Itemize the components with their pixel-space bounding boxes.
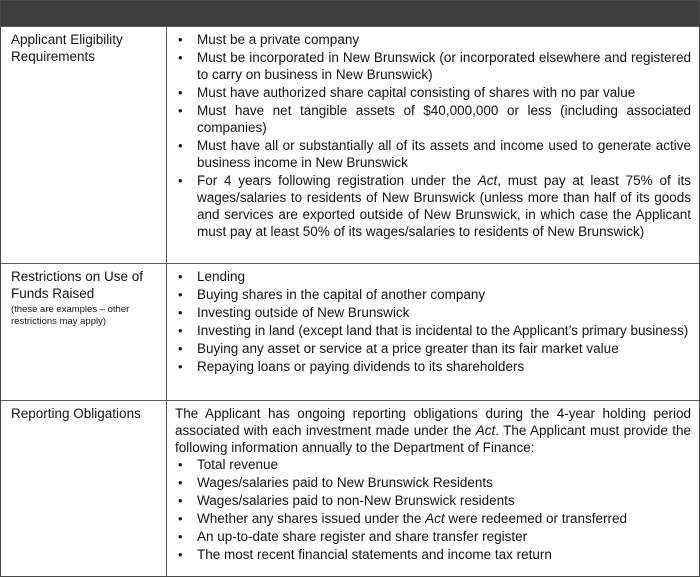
list-item: • Must be a private company [175,31,691,48]
list-item: • Whether any shares issued under the Act were redeemed or transferred [175,510,691,527]
eligibility-list [175,31,691,240]
row-label-note: (these are examples – other restrictions may apply) [11,304,130,327]
list-item: • The most recent financial statements and income tax return [175,546,691,563]
row-label: Reporting Obligations [11,406,141,421]
row-label-text: Restrictions on Use of Funds Raised [11,269,144,301]
list-item: • Investing in land (except land that is incidental to the Applicant’s primary business) [175,322,691,339]
list-item: • Lending [175,268,691,285]
list-item: • Wages/salaries paid to non-New Brunswick residents [175,492,691,509]
restrictions-list [175,268,691,375]
reporting-intro: The Applicant has ongoing reporting obligations during the 4-year holding period associated with each investment made under the Act. The Applicant must provide the following information annually to the Department of Finance: [175,406,691,455]
row-eligibility [1,26,699,264]
list-item: • Wages/salaries paid to New Brunswick Residents [175,474,691,491]
row-restrictions [1,263,699,401]
row-reporting [1,400,699,577]
row-label [11,268,161,328]
reporting-list [175,456,691,563]
list-item: • Must be incorporated in New Brunswick (or incorporated elsewhere and registered to carry on business in New Brunswick) [175,49,691,83]
list-item: • Total revenue [175,456,691,473]
list-item: • Buying any asset or service at a price greater than its fair market value [175,340,691,357]
list-item: • Must have all or substantially all of its assets and income used to generate active business income in New Brunswick [175,137,691,171]
list-item: • Buying shares in the capital of another company [175,286,691,303]
row-content [175,31,691,241]
list-item: • For 4 years following registration under the Act, must pay at least 75% of its wages/salaries to residents of New Brunswick (unless more than half of its goods and services are exported outside of New Brunswick, in which case the Applicant must pay at least 50% of its wages/salaries to residents of New Brunswick) [175,172,691,240]
list-item: • Must have authorized share capital consisting of shares with no par value [175,84,691,101]
list-item: • Must have net tangible assets of $40,000,000 or less (including associated companies) [175,102,691,136]
row-content [175,268,691,376]
table-header-bar [1,1,699,26]
row-content [175,405,691,564]
list-item: • Investing outside of New Brunswick [175,304,691,321]
list-item: • An up-to-date share register and share transfer register [175,528,691,545]
row-label: Applicant Eligibility Requirements [11,32,123,64]
list-item: • Repaying loans or paying dividends to its shareholders [175,358,691,375]
